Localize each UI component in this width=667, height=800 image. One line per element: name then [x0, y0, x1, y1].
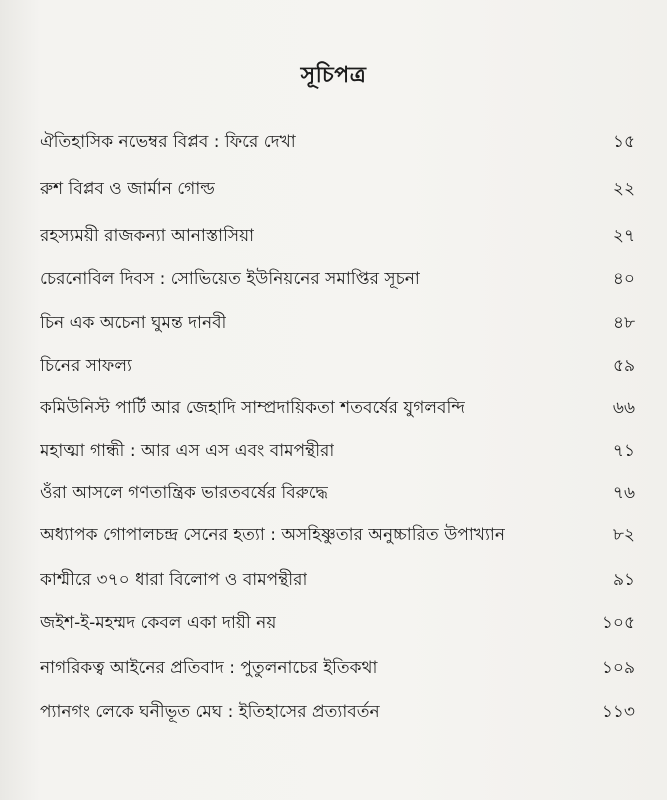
toc-entry	[40, 128, 635, 158]
entry-title: চেরনোবিল দিবস : সোভিয়েত ইউনিয়নের সমাপ্তির সূচনা	[40, 269, 420, 289]
toc-entry	[40, 521, 635, 551]
entry-page-number: ১০৫	[601, 613, 635, 633]
entry-page-number: ৭৬	[612, 483, 635, 503]
entry-page-number: ৬৬	[612, 398, 635, 418]
entry-page-number: ৪৮	[612, 313, 635, 333]
entry-title: প্যানগং লেকে ঘনীভূত মেঘ : ইতিহাসের প্রত্যাবর্তন	[40, 702, 380, 722]
toc-entry	[40, 309, 635, 339]
toc-entry	[40, 698, 635, 728]
page-title: সূচিপত্র	[300, 63, 367, 88]
toc-entry	[40, 479, 635, 509]
toc-entry	[40, 352, 635, 382]
entry-page-number: ১০৯	[601, 658, 635, 678]
entry-title: মহাত্মা গান্ধী : আর এস এস এবং বামপন্থীরা	[40, 441, 335, 461]
entry-page-number: ৭১	[612, 441, 635, 461]
toc-entry	[40, 175, 635, 205]
toc-entry	[40, 609, 635, 639]
entry-title: চিন এক অচেনা ঘুমন্ত দানবী	[40, 313, 227, 333]
toc-entry	[40, 654, 635, 684]
toc-entry	[40, 222, 635, 252]
entry-page-number: ৪০	[612, 269, 635, 289]
entry-page-number: ৮২	[612, 525, 635, 545]
entry-title: চিনের সাফল্য	[40, 356, 132, 376]
entry-page-number: ৯১	[612, 570, 635, 590]
entry-title: জইশ-ই-মহম্মদ কেবল একা দায়ী নয়	[40, 613, 277, 633]
entry-page-number: ২২	[612, 179, 635, 199]
toc-entry	[40, 566, 635, 596]
entry-title: রুশ বিপ্লব ও জার্মান গোল্ড	[40, 179, 215, 199]
entry-page-number: ১১৩	[601, 702, 635, 722]
toc-entry	[40, 394, 635, 424]
entry-title: ঐতিহাসিক নভেম্বর বিপ্লব : ফিরে দেখা	[40, 132, 296, 152]
entry-page-number: ১৫	[612, 132, 635, 152]
entry-title: কমিউনিস্ট পার্টি আর জেহাদি সাম্প্রদায়িকতা শতবর্ষের যুগলবন্দি	[40, 398, 465, 418]
entry-title: অধ্যাপক গোপালচন্দ্র সেনের হত্যা : অসহিষ্ণুতার অনুচ্চারিত উপাখ্যান	[40, 525, 505, 545]
toc-entry	[40, 437, 635, 467]
table-of-contents	[40, 0, 660, 800]
entry-title: ওঁরা আসলে গণতান্ত্রিক ভারতবর্ষের বিরুদ্ধে	[40, 483, 329, 503]
entry-title: কাশ্মীরে ৩৭০ ধারা বিলোপ ও বামপন্থীরা	[40, 570, 308, 590]
entry-title: নাগরিকত্ব আইনের প্রতিবাদ : পুতুলনাচের ইতিকথা	[40, 658, 378, 678]
entry-page-number: ২৭	[612, 226, 635, 246]
entry-page-number: ৫৯	[612, 356, 635, 376]
toc-entry	[40, 265, 635, 295]
entry-title: রহস্যময়ী রাজকন্যা আনাস্তাসিয়া	[40, 226, 255, 246]
